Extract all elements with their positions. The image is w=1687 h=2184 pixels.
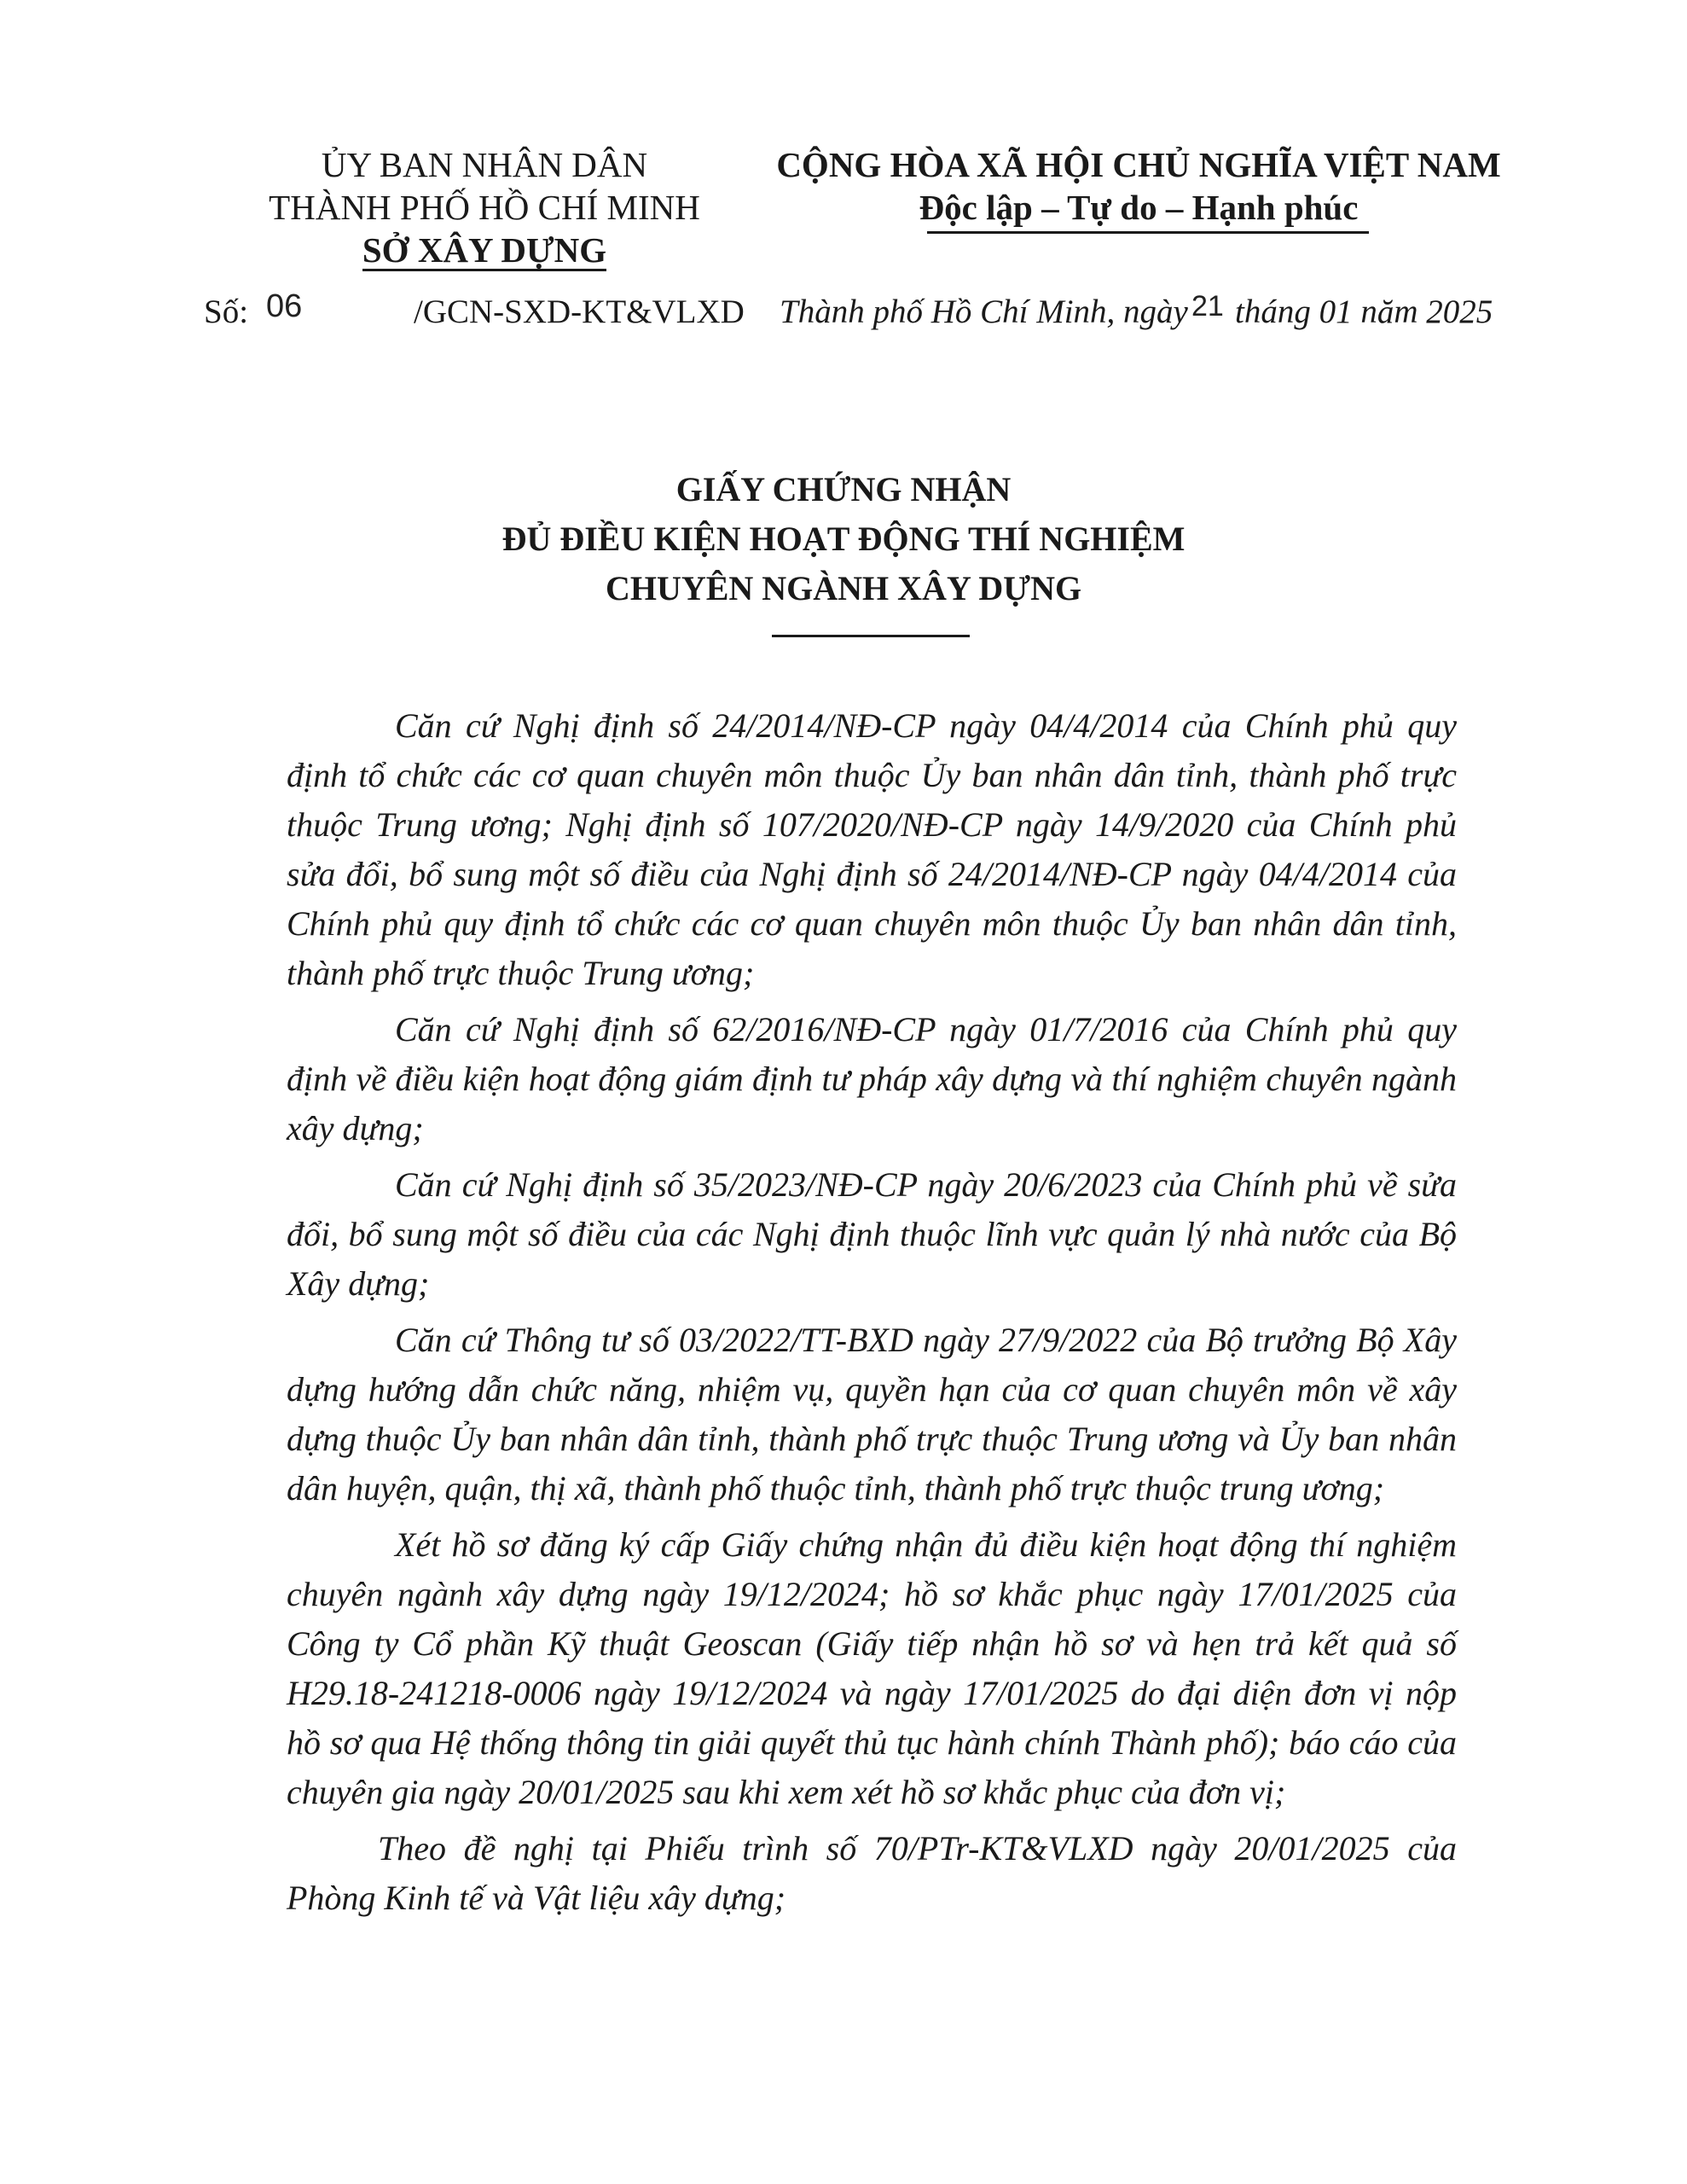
legal-basis-paragraph: Căn cứ Thông tư số 03/2022/TT-BXD ngày 27/9/2022 của Bộ trưởng Bộ Xây dựng hướng dẫn chức năng, nhiệm vụ, quyền hạn của cơ quan chuyên môn về xây dựng thuộc Ủy ban nhân dân tỉnh, thành phố trực thuộc Trung ương và Ủy ban nhân dân huyện, quận, thị xã, thành phố thuộc tỉnh, thành phố trực thuộc trung ương; bbox=[287, 1321, 1457, 1507]
agency-line-1: ỦY BAN NHÂN DÂN bbox=[321, 145, 648, 184]
date-month-year: tháng 01 năm 2025 bbox=[1235, 293, 1493, 330]
title-underline bbox=[772, 635, 970, 637]
agency-line-2: THÀNH PHỐ HỒ CHÍ MINH bbox=[269, 188, 700, 227]
legal-basis-paragraph: Căn cứ Nghị định số 35/2023/NĐ-CP ngày 20/6/2023 của Chính phủ về sửa đổi, bổ sung một số điều của các Nghị định thuộc lĩnh vực quản lý nhà nước của Bộ Xây dựng; bbox=[287, 1165, 1457, 1303]
proposal-paragraph: Theo đề nghị tại Phiếu trình số 70/PTr-KT&VLXD ngày 20/01/2025 của Phòng Kinh tế và Vật liệu xây dựng; bbox=[287, 1829, 1457, 1917]
national-motto-block bbox=[768, 143, 1510, 229]
motto: Độc lập – Tự do – Hạnh phúc bbox=[919, 188, 1359, 227]
motto-underline bbox=[927, 231, 1369, 234]
agency-name: SỞ XÂY DỰNG bbox=[362, 230, 607, 270]
document-number: 06 bbox=[266, 288, 303, 324]
legal-basis-paragraph: Căn cứ Nghị định số 24/2014/NĐ-CP ngày 04/4/2014 của Chính phủ quy định tổ chức các cơ quan chuyên môn thuộc Ủy ban nhân dân tỉnh, thành phố trực thuộc Trung ương; Nghị định số 107/2020/NĐ-CP ngày 14/9/2020 của Chính phủ sửa đổi, bổ sung một số điều của Nghị định số 24/2014/NĐ-CP ngày 04/4/2014 của Chính phủ quy định tổ chức các cơ quan chuyên môn thuộc Ủy ban nhân dân tỉnh, thành phố trực thuộc Trung ương; bbox=[287, 706, 1457, 992]
legal-basis-paragraph: Căn cứ Nghị định số 62/2016/NĐ-CP ngày 01/7/2016 của Chính phủ quy định về điều kiện hoạt động giám định tư pháp xây dựng và thí nghiệm chuyên ngành xây dựng; bbox=[287, 1010, 1457, 1147]
issuing-agency-block bbox=[212, 143, 757, 271]
title-line-3: CHUYÊN NGÀNH XÂY DỰNG bbox=[605, 569, 1082, 607]
country-name: CỘNG HÒA XÃ HỘI CHỦ NGHĨA VIỆT NAM bbox=[776, 145, 1501, 184]
title-line-1: GIẤY CHỨNG NHẬN bbox=[675, 470, 1012, 508]
agency-line-3 bbox=[212, 229, 757, 271]
document-number-label: Số: bbox=[204, 293, 249, 330]
document-code: /GCN-SXD-KT&VLXD bbox=[414, 293, 745, 330]
review-paragraph: Xét hồ sơ đăng ký cấp Giấy chứng nhận đủ điều kiện hoạt động thí nghiệm chuyên ngành xây dựng ngày 19/12/2024; hồ sơ khắc phục ngày 17/01/2025 của Công ty Cổ phần Kỹ thuật Geoscan (Giấy tiếp nhận hồ sơ và hẹn trả kết quả số H29.18-241218-0006 ngày 19/12/2024 và ngày 17/01/2025 do đại diện đơn vị nộp hồ sơ qua Hệ thống thông tin giải quyết thủ tục hành chính Thành phố); báo cáo của chuyên gia ngày 20/01/2025 sau khi xem xét hồ sơ khắc phục của đơn vị; bbox=[287, 1525, 1457, 1811]
document-body bbox=[287, 701, 1457, 1930]
place-date-prefix: Thành phố Hồ Chí Minh, ngày bbox=[780, 293, 1188, 330]
title-line-2: ĐỦ ĐIỀU KIỆN HOẠT ĐỘNG THÍ NGHIỆM bbox=[501, 520, 1186, 558]
date-day: 21 bbox=[1191, 290, 1224, 322]
document-title bbox=[0, 465, 1687, 613]
